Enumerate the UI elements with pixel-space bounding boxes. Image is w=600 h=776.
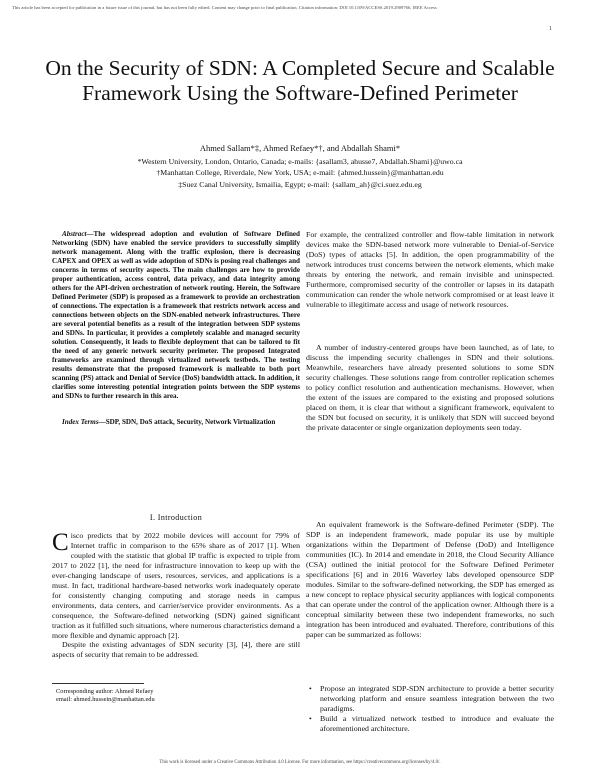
index-terms-label: Index Terms <box>62 418 99 426</box>
list-item <box>306 714 554 734</box>
right-paragraph-3: An equivalent framework is the Software-defined Perimeter (SDP). The SDP is an independent framework, made popular its use by multiple organizations within the Department of Defense (DoD) and Intelligence communities (IC). In 2014 and emendate in 2018, the Cloud Security Alliance (CSA) outlined the initial protocol for the Software Defined Perimeter specifications [6] and in 2016 Waverley labs developed opensource SDP modules. Similar to the software-defined networking, the SDP has emerged as a new concept to replace physical security appliances with logical components that can operate under the control of the application owner. Although there is a conceptual similarity between these two independent frameworks, no such integration has been introduced and evaluated. Therefore, contributions of this paper can be summarized as follows: <box>306 520 554 639</box>
list-item-text: Propose an integrated SDP-SDN architecture to provide a better security networking platform and ensure seamless integration between the two paradigms. <box>320 684 554 713</box>
index-terms-text: —SDP, SDN, DoS attack, Security, Network Virtualization <box>98 418 276 426</box>
list-item <box>306 684 554 714</box>
intro-paragraph-1 <box>52 531 300 641</box>
section-heading: I. Introduction <box>149 513 203 522</box>
footnote-email: email: ahmed.hussein@manhattan.edu <box>56 696 155 703</box>
license-footer: This work is licensed under a Creative Commons Attribution 4.0 License. For more information, see https://creativecommons.org/licenses/by/4.0/. <box>159 760 441 765</box>
intro-paragraph-1-text: isco predicts that by 2022 mobile devices will account for 79% of Internet traffic in comparison to the 65% share as of 2017 [1]. When coupled with the statistic that global IP traffic is expected to triple from 2017 to 2022 [1], the need for infrastructure innovation to keep up with the ever-changing landscape of users, resources, services, and applications is a must. In fact, traditional hardware-based networks work inadequately operate for consistently changing computing and storage needs in campus environments, data centers, and carrier/service provider environments. As a consequence, the Software-defined networking (SDN) gained significant traction as it fulfilled such situations, where numerous characteristics demand a more flexible and dynamic approach [2]. <box>52 531 300 640</box>
abstract <box>52 230 300 401</box>
intro-paragraph-2: Despite the existing advantages of SDN security [3], [4], there are still aspects of security that remain to be addressed. <box>52 640 300 659</box>
contribution-list <box>306 684 554 734</box>
paper-title: On the Security of SDN: A Completed Secure and Scalable Framework Using the Software-Defined Perimeter <box>45 56 555 105</box>
footnote-author: Corresponding author: Ahmed Refaey <box>56 688 154 695</box>
bullet-icon: • <box>309 684 312 693</box>
author-list: Ahmed Sallam*‡, Ahmed Refaey*†, and Abdallah Shami* <box>199 143 401 153</box>
abstract-label: Abstract <box>62 230 87 238</box>
affiliation-2: †Manhattan College, Riverdale, New York, USA; e-mail: {ahmed.hussein}@manhattan.edu <box>156 168 444 177</box>
abstract-text: —The widespread adoption and evolution of Software Defined Networking (SDN) have enabled the service providers to successfully simplify network management. Along with the traffic explosion, there is decreasing CAPEX and OPEX as well as wide adoption of SDNs is posing real challenges and concerns in terms of security aspects. The main challenges are how to provide proper authentication, access control, data privacy, and data integrity among others for the API-driven orchestration of network routing. Herein, the Software Defined Perimeter (SDP) is proposed as a framework to provide an orchestration of connections. The expectation is a framework that restricts network access and connections between objects on the SDN-enabled network infrastructures. There are several potential benefits as a result of the integration between SDP systems and SDNs. In particular, it provides a completely scalable and managed security solution. Consequently, it leads to flexible deployment that can be tailored to fit the need of any generic network security perimeter. The proposed Integrated frameworks are examined through virtualized network testbeds. The testing results demonstrate that the proposed framework is malleable to both port scanning (PS) attack and Denial of Service (DoS) bandwidth attack. In addition, it clarifies some interesting potential integration points between the SDP systems and SDNs to further research in this area. <box>52 230 300 400</box>
right-paragraph-1: For example, the centralized controller and flow-table limitation in network devices make the SDN-based network more vulnerable to Denial-of-Service (DoS) types of attacks [5]. In addition, the open programmability of the network introduces trust concerns between the network elements, which make threats by entering the network, and remain invisible and uninspected. Furthermore, compromised security of the controller or lapses in its datapath communication can render the whole network compromised or at least leave it vulnerable to illegitimate access and usage of network resources. <box>306 230 554 309</box>
affiliation-1: *Western University, London, Ontario, Canada; e-mails: {asallam3, ahusse7, Abdallah.Shami}@uwo.ca <box>137 157 463 166</box>
bullet-icon: • <box>309 714 312 723</box>
footnote <box>56 688 155 704</box>
publication-notice: This article has been accepted for publication in a future issue of this journal, but has not been fully edited. Content may change prior to final publication. Citation information: DOI 10.1109/ACCESS.2019.2909766, IEEE Access <box>12 5 437 10</box>
footnote-rule <box>52 683 144 684</box>
page-number: 1 <box>549 26 552 32</box>
right-paragraph-2: A number of industry-centered groups have been launched, as of late, to discuss the impending security challenges in SDN and their solutions. Meanwhile, researchers have already presented solutions to some SDN security challenges. These solutions range from controller replication schemes to policy conflict resolution and authentication mechanisms. However, when the extent of the issues are compared to the existing and proposed solutions placed on them, it is clear that without a significant framework, equivalent to the SDN but focused on security, it is unlikely that SDN will succeed beyond the private datacenter or single organization deployments seen today. <box>306 343 554 432</box>
index-terms <box>52 418 300 427</box>
drop-cap: C <box>52 529 69 556</box>
list-item-text: Build a virtualized network testbed to introduce and evaluate the aforementioned architecture. <box>320 714 554 733</box>
affiliation-3: ‡Suez Canal University, Ismailia, Egypt; e-mail: {sallam_ah}@ci.suez.edu.eg <box>178 180 422 189</box>
